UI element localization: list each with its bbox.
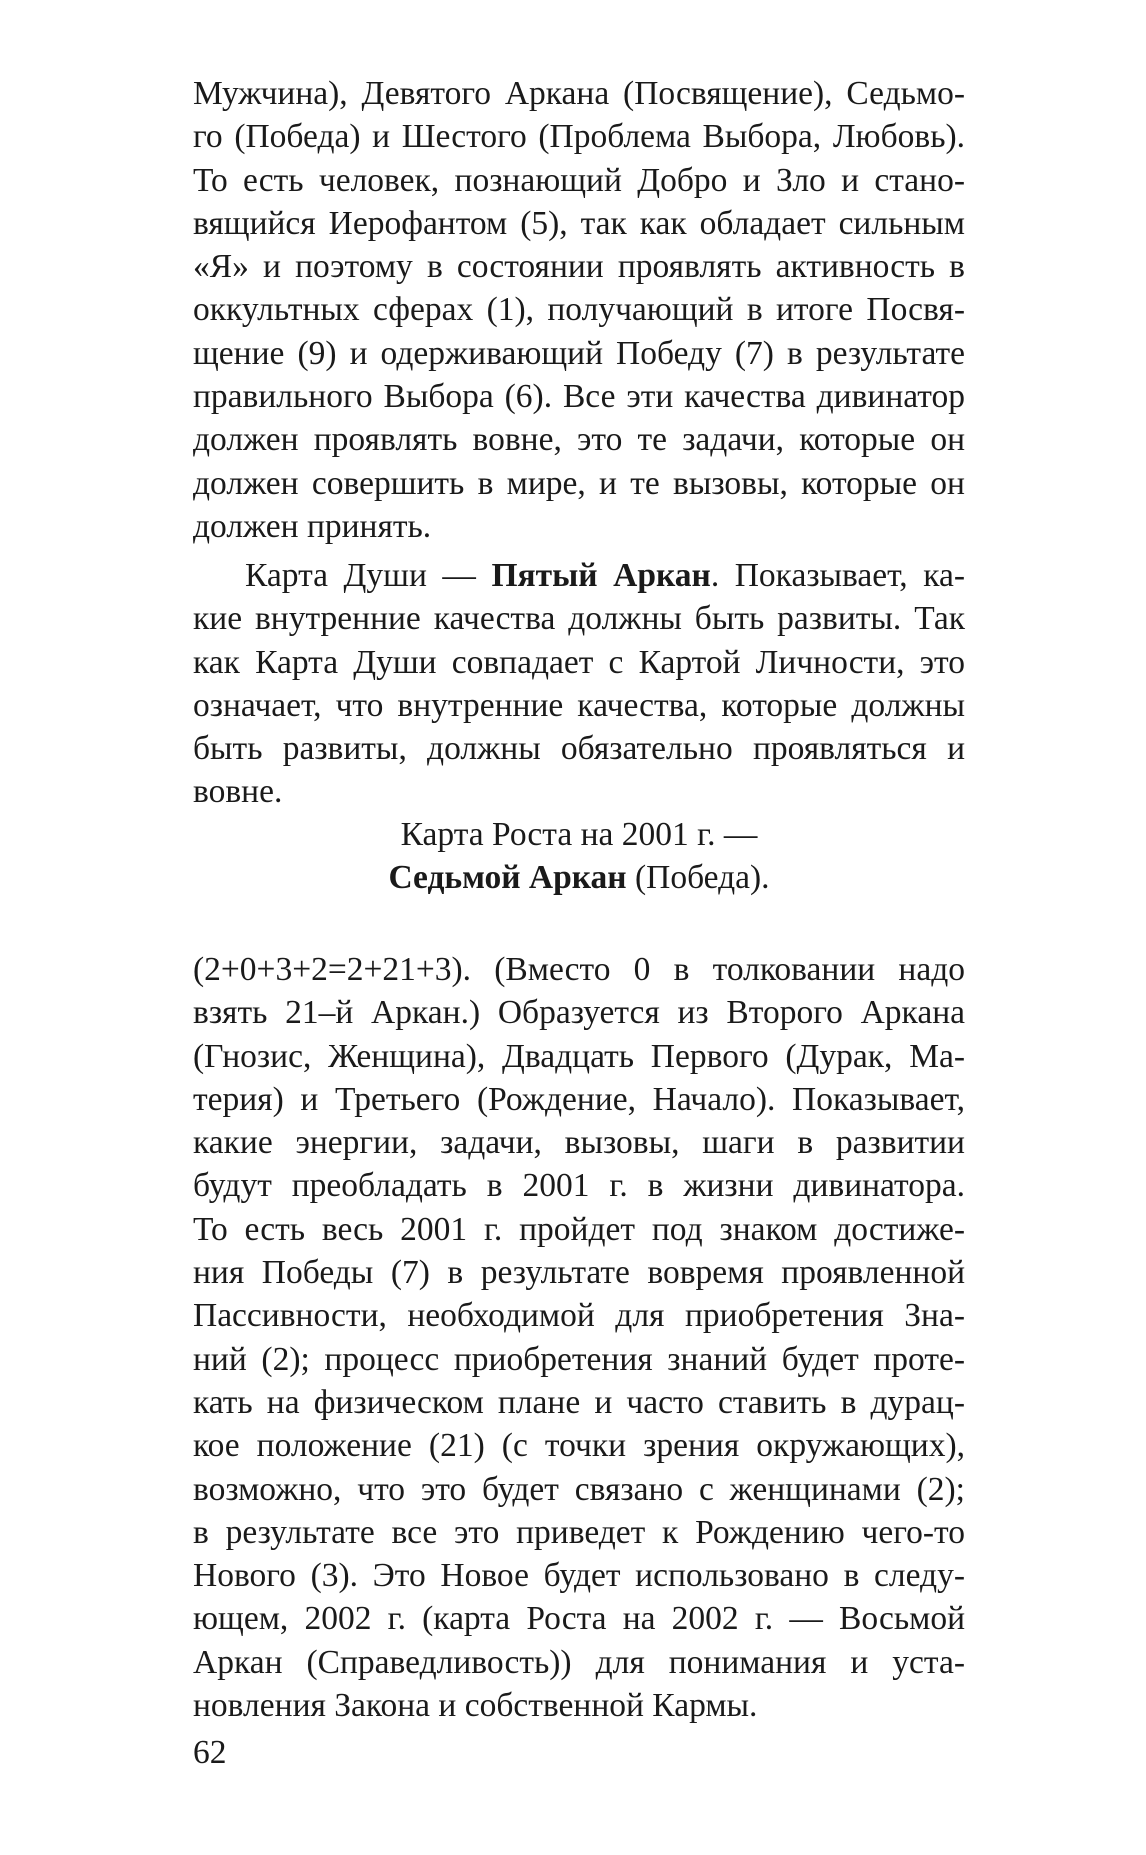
arcana-name-bold: Пятый Аркан [491,557,711,594]
text-line: новления Закона и собственной Кармы. [193,1687,758,1725]
text-line: какие энергии, задачи, вызовы, шаги в развитии [193,1124,965,1162]
growth-card-paragraph [193,948,965,1727]
heading-line: Карта Роста на 2001 г. — [400,816,758,853]
text-line: оккультных сферах (1), получающий в итоге Посвя- [193,291,965,329]
text-line: должен проявлять вовне, это те задачи, которые он [193,421,965,459]
page-number: 62 [193,1734,227,1771]
text-line: ния Победы (7) в результате вовремя проявленной [193,1254,965,1292]
paragraph-continuation [193,72,965,548]
text-run: Карта Души — [245,557,492,594]
text-line: означает, что внутренние качества, которые должны [193,686,965,724]
text-line [193,554,965,597]
text-line: Нового (3). Это Новое будет использовано в следу- [193,1557,965,1595]
text-line: кое положение (21) (с точки зрения окружающих), [193,1427,965,1465]
text-line: будут преобладать в 2001 г. в жизни дивинатора. [193,1167,965,1205]
text-line: взять 21–й Аркан.) Образуется из Второго Аркана [193,994,965,1032]
text-line: правильного Выбора (6). Все эти качества дивинатор [193,378,965,416]
text-line: должен совершить в мире, и те вызовы, которые он [193,464,965,502]
text-line: То есть человек, познающий Добро и Зло и стано- [193,161,965,199]
growth-card-heading [193,813,965,900]
text-line: в результате все это приведет к Рождению чего-то [193,1513,965,1551]
text-line: кать на физическом плане и часто ставить в дурац- [193,1383,965,1421]
soul-card-paragraph [193,554,965,814]
text-line: (2+0+3+2=2+21+3). (Вместо 0 в толковании надо [193,951,965,988]
text-line: Аркан (Справедливость)) для понимания и уста- [193,1643,965,1681]
text-run: . Показывает, ка- [710,557,966,594]
text-line: ющем, 2002 г. (карта Роста на 2002 г. — Восьмой [193,1600,965,1638]
arcana-name-bold: Седьмой Аркан [388,859,627,897]
text-line: щение (9) и одерживающий Победу (7) в результате [193,334,965,372]
text-line: ний (2); процесс приобретения знаний будет проте- [193,1340,965,1378]
heading-line [193,856,965,899]
text-line: го (Победа) и Шестого (Проблема Выбора, Любовь). [193,118,965,156]
text-line: как Карта Души совпадает с Картой Личности, это [193,643,965,681]
text-line: вящийся Иерофантом (5), так как обладает сильным [193,204,965,242]
text-line: (Гнозис, Женщина), Двадцать Первого (Дурак, Ма- [193,1037,965,1075]
text-line: Мужчина), Девятого Аркана (Посвящение), Седьмо- [193,75,965,112]
text-line: кие внутренние качества должны быть развиты. Так [193,600,965,638]
text-line: возможно, что это будет связано с женщинами (2); [193,1470,965,1508]
text-run: (Победа). [626,859,770,897]
text-line: быть развиты, должны обязательно проявляться и [193,730,965,768]
text-line: должен принять. [193,507,432,545]
text-line: терия) и Третьего (Рождение, Начало). Показывает, [193,1080,965,1118]
text-line: То есть весь 2001 г. пройдет под знаком достиже- [193,1210,965,1248]
text-line: Пассивности, необходимой для приобретения Зна- [193,1297,965,1335]
text-line: «Я» и поэтому в состоянии проявлять активность в [193,248,965,286]
text-line: вовне. [193,773,283,811]
